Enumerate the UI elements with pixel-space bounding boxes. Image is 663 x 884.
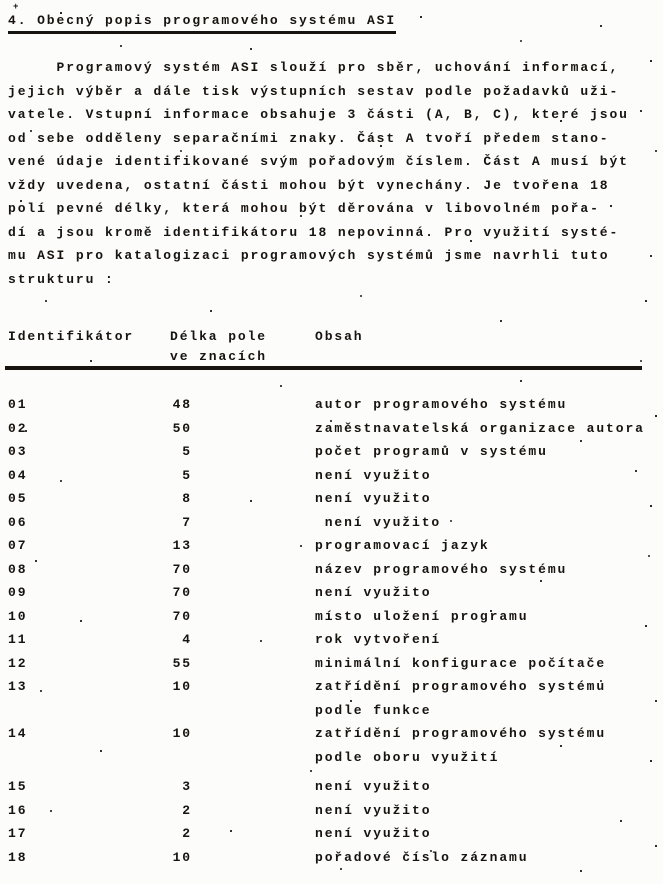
cell-content: není využito — [315, 802, 432, 818]
cell-identifier: 12 — [8, 655, 28, 671]
table-row — [0, 393, 663, 417]
cell-content: místo uložení programu — [315, 608, 529, 624]
cell-content: název programového systému — [315, 561, 568, 577]
table-row — [0, 652, 663, 676]
cell-content: zaměstnavatelská organizace autora — [315, 420, 645, 436]
cell-identifier: 08 — [8, 561, 28, 577]
cell-length: 10 — [172, 726, 192, 741]
paragraph-line: vatele. Vstupní informace obsahuje 3 části (A, B, C), které jsou — [8, 107, 629, 122]
cell-identifier: 17 — [8, 826, 28, 841]
cell-length: 50 — [172, 420, 192, 436]
cell-content: rok vytvoření — [315, 632, 442, 647]
cell-content-line2: podle funkce — [315, 702, 432, 718]
cell-identifier: 11 — [8, 632, 28, 647]
cell-length: 10 — [172, 849, 192, 865]
cell-length: 8 — [182, 491, 192, 506]
table-row — [0, 511, 663, 535]
column-header-length-line1: Délka pole — [170, 329, 268, 344]
table-row — [0, 440, 663, 464]
table-row — [0, 775, 663, 799]
cell-identifier: 10 — [8, 608, 28, 624]
table-header-rule — [5, 366, 642, 370]
table-row — [0, 417, 663, 441]
table-row — [0, 605, 663, 629]
cell-content: není využito — [315, 514, 442, 530]
cell-identifier: 07 — [8, 538, 28, 553]
table-row — [0, 534, 663, 558]
cell-content-line2: podle oboru využití — [315, 749, 500, 765]
paragraph-line: mu ASI pro katalogizaci programových systémů jsme navrhli tuto — [8, 248, 610, 263]
cell-length: 4 — [182, 632, 192, 647]
cell-identifier: 02 — [8, 420, 28, 436]
cell-identifier: 01 — [8, 397, 28, 412]
section-heading-text: 4. Obecný popis programového systému ASI — [8, 13, 396, 34]
cell-content: autor programového systému — [315, 397, 568, 412]
paragraph-line: jejich výběr a dále tisk výstupních sestav podle požadavků uži- — [8, 83, 620, 99]
column-header-content: Obsah — [315, 329, 364, 344]
cell-content: není využito — [315, 826, 432, 841]
paragraph-line: vené údaje identifikované svým pořadovým číslem. Část A musí být — [8, 154, 629, 169]
scan-artifact-plus: + — [13, 2, 19, 12]
cell-identifier: 06 — [8, 514, 28, 530]
table-row — [0, 628, 663, 652]
cell-length: 10 — [172, 679, 192, 694]
cell-content: není využito — [315, 585, 432, 600]
table-body — [0, 393, 663, 869]
cell-identifier: 16 — [8, 802, 28, 818]
paragraph-line: polí pevné délky, která mohou být děrována v libovolném pořa- — [8, 201, 600, 216]
paragraph-line: od sebe odděleny separačními znaky. Část A tvoří předem stano- — [8, 130, 610, 146]
cell-content: není využito — [315, 491, 432, 506]
cell-identifier: 04 — [8, 467, 28, 483]
cell-identifier: 05 — [8, 491, 28, 506]
cell-length: 5 — [182, 467, 192, 483]
table-row — [0, 464, 663, 488]
cell-length: 48 — [172, 397, 192, 412]
cell-length: 2 — [182, 802, 192, 818]
cell-length: 70 — [172, 561, 192, 577]
cell-content: není využito — [315, 779, 432, 794]
table-row — [0, 675, 663, 722]
cell-content: zatřídění programového systému — [315, 679, 607, 694]
cell-length: 3 — [182, 779, 192, 794]
cell-content: minimální konfigurace počítače — [315, 655, 607, 671]
scan-noise — [0, 0, 2, 2]
column-header-length — [170, 327, 267, 367]
cell-identifier: 09 — [8, 585, 28, 600]
table-row — [0, 581, 663, 605]
column-header-identifier: Identifikátor — [8, 329, 135, 344]
table-row — [0, 822, 663, 846]
paragraph-line: Programový systém ASI slouží pro sběr, uchování informací, — [8, 60, 620, 75]
cell-content: počet programů v systému — [315, 444, 548, 459]
column-header-length-line2: ve znacích — [170, 349, 268, 364]
cell-content: pořadové číslo záznamu — [315, 849, 529, 865]
paragraph-line: vždy uvedena, ostatní části mohou být vynechány. Je tvořena 18 — [8, 177, 610, 193]
paragraph-line: dí a jsou kromě identifikátoru 18 nepovinná. Pro využití systé- — [8, 224, 620, 240]
table-row — [0, 487, 663, 511]
cell-content: zatřídění programového systému — [315, 726, 607, 741]
cell-identifier: 18 — [8, 849, 28, 865]
section-heading — [8, 13, 396, 34]
cell-length: 55 — [172, 655, 192, 671]
cell-length: 13 — [172, 538, 192, 553]
cell-identifier: 15 — [8, 779, 28, 794]
table-row — [0, 558, 663, 582]
table-row — [0, 799, 663, 823]
table-row — [0, 846, 663, 870]
cell-length: 7 — [182, 514, 192, 530]
cell-length: 2 — [182, 826, 192, 841]
cell-content: programovací jazyk — [315, 538, 490, 553]
table-row — [0, 722, 663, 769]
cell-length: 70 — [172, 608, 192, 624]
cell-length: 5 — [182, 444, 192, 459]
cell-identifier: 14 — [8, 726, 28, 741]
cell-length: 70 — [172, 585, 192, 600]
paragraph-line: strukturu : — [8, 271, 115, 287]
cell-content: není využito — [315, 467, 432, 483]
cell-identifier: 03 — [8, 444, 28, 459]
cell-identifier: 13 — [8, 679, 28, 694]
intro-paragraph — [8, 56, 629, 291]
